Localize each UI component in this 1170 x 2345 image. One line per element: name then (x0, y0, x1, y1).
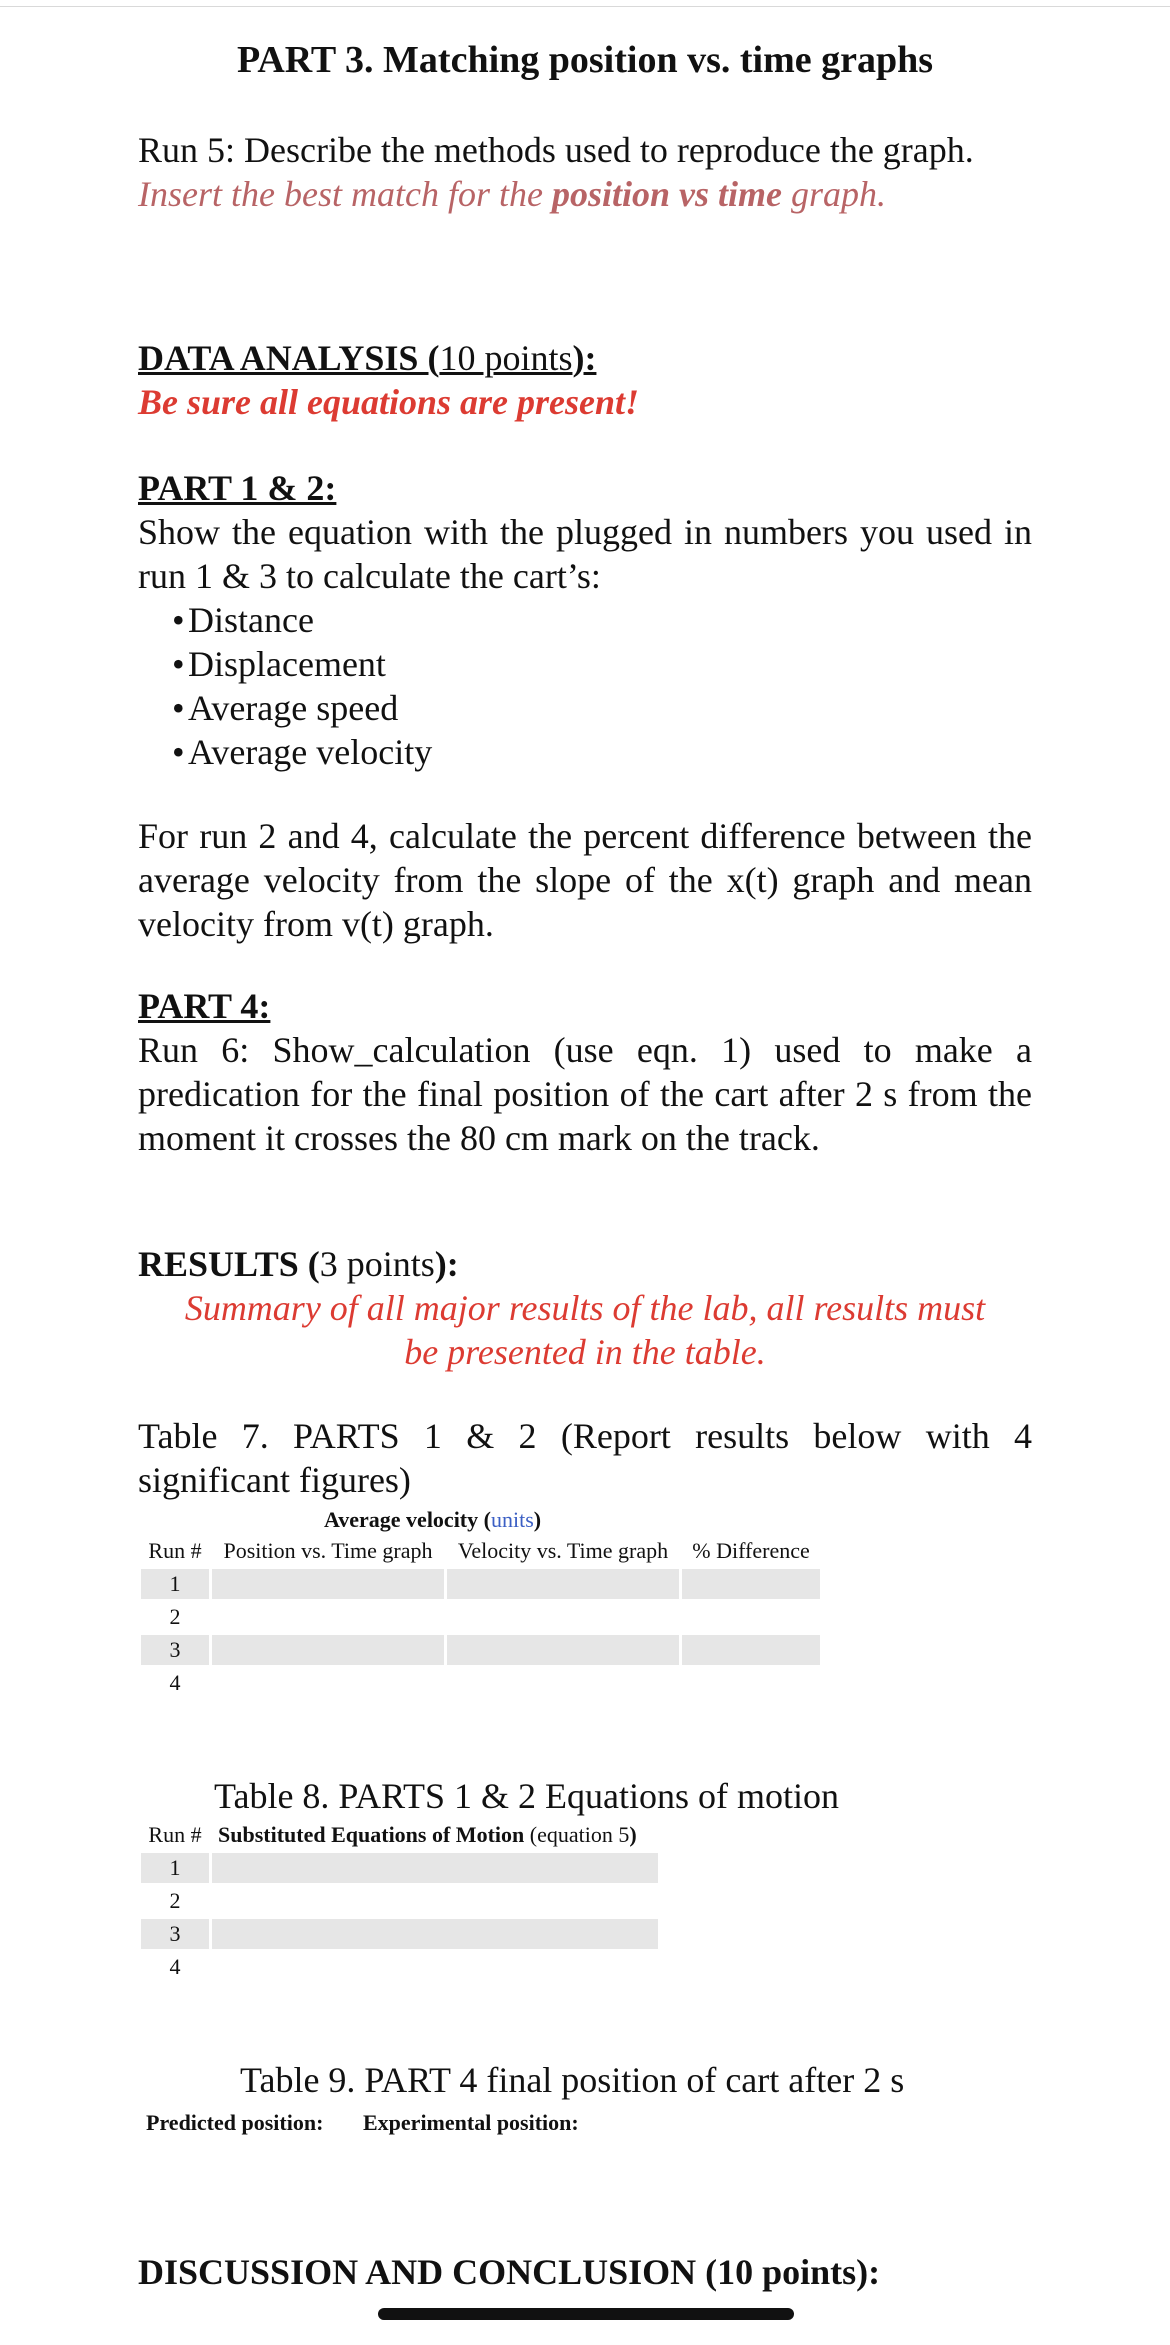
equation-ref: (equation 5 (524, 1822, 630, 1847)
table9-caption: Table 9. PART 4 final position of cart after 2 s (240, 2060, 905, 2100)
table-row (141, 1635, 820, 1665)
equations-label: Substituted Equations of Motion (218, 1822, 525, 1847)
bullet-displacement: •Displacement (172, 644, 386, 684)
col-velocity: Velocity vs. Time graph (457, 1538, 669, 1563)
part4-text: Run 6: Show_calculation (use eqn. 1) used to make a predication for the final position of the cart after 2 s from the moment it crosses the 80 cm mark on the track. (138, 1030, 1032, 1158)
col-position: Position vs. Time graph (223, 1538, 433, 1563)
table7-group-header (324, 1506, 541, 1534)
col-equations (212, 1820, 658, 1850)
equation-cell[interactable] (212, 1853, 658, 1883)
table7-header-row (141, 1536, 820, 1566)
table-row (141, 1919, 658, 1949)
run-number: 4 (169, 1670, 181, 1695)
bullet-text: Average speed (188, 688, 399, 728)
bullet-text: Distance (188, 600, 314, 640)
table-row (141, 1602, 820, 1632)
run-number: 2 (169, 1604, 181, 1629)
results-summary-line1: Summary of all major results of the lab, all results must (184, 1288, 986, 1328)
part4-heading: PART 4: (138, 986, 271, 1026)
results-summary-line2: be presented in the table. (404, 1332, 766, 1372)
part12-intro: Show the equation with the plugged in numbers you used in run 1 & 3 to calculate the cart’s: (138, 512, 1032, 596)
run5-instruction: Run 5: Describe the methods used to reproduce the graph. (138, 130, 974, 170)
position-cell[interactable] (212, 1602, 444, 1632)
table-row (141, 1952, 658, 1982)
results-close: ): (434, 1244, 459, 1284)
results-label: RESULTS ( (138, 1244, 320, 1284)
table-row (141, 1569, 820, 1599)
table-row (141, 1668, 820, 1698)
equations-warning: Be sure all equations are present! (138, 382, 640, 422)
home-indicator[interactable] (378, 2308, 794, 2320)
position-cell[interactable] (212, 1635, 444, 1665)
table8-caption: Table 8. PARTS 1 & 2 Equations of motion (214, 1776, 839, 1816)
position-cell[interactable] (212, 1668, 444, 1698)
discussion-heading: DISCUSSION AND CONCLUSION (10 points): (138, 2252, 881, 2292)
difference-cell[interactable] (682, 1635, 820, 1665)
results-points: 3 points (319, 1244, 435, 1284)
equation-cell[interactable] (212, 1919, 658, 1949)
bullet-distance: •Distance (172, 600, 314, 640)
equation-cell[interactable] (212, 1886, 658, 1916)
results-heading (138, 1242, 459, 1286)
table-row (141, 1853, 658, 1883)
run-number: 4 (169, 1954, 181, 1979)
table8-header-row (141, 1820, 658, 1850)
run-number: 3 (141, 1635, 209, 1665)
bullet-average-velocity: •Average velocity (172, 732, 433, 772)
difference-cell[interactable] (682, 1668, 820, 1698)
velocity-cell[interactable] (447, 1602, 679, 1632)
run-number: 1 (141, 1569, 209, 1599)
velocity-cell[interactable] (447, 1569, 679, 1599)
difference-cell[interactable] (682, 1602, 820, 1632)
run-number: 2 (169, 1888, 181, 1913)
experimental-position-label: Experimental position: (363, 2110, 579, 2135)
col-run: Run # (148, 1538, 202, 1563)
insert-post: graph. (781, 174, 886, 214)
data-analysis-points: 10 points (439, 338, 573, 378)
insert-bold: position vs time (551, 174, 782, 214)
velocity-cell[interactable] (447, 1635, 679, 1665)
predicted-position-label: Predicted position: (146, 2110, 324, 2135)
run-number: 3 (141, 1919, 209, 1949)
percent-difference-text: For run 2 and 4, calculate the percent difference between the average velocity from the slope of the x(t) graph and mean velocity from v(t) graph. (138, 816, 1032, 944)
bullet-average-speed: •Average speed (172, 688, 399, 728)
velocity-cell[interactable] (447, 1668, 679, 1698)
run-number: 1 (141, 1853, 209, 1883)
insert-instruction (138, 172, 1038, 216)
table-row (141, 1886, 658, 1916)
data-analysis-close: ): (572, 338, 597, 378)
data-analysis-heading (138, 336, 596, 380)
table8 (138, 1817, 661, 1985)
part3-title: PART 3. Matching position vs. time graphs (236, 39, 934, 81)
insert-pre: Insert the best match for the (138, 174, 552, 214)
col-difference: % Difference (692, 1538, 810, 1563)
table7 (138, 1533, 823, 1701)
group-header-text: Average velocity ( (324, 1507, 491, 1532)
top-divider (0, 6, 1170, 7)
difference-cell[interactable] (682, 1569, 820, 1599)
position-cell[interactable] (212, 1569, 444, 1599)
bullet-text: Average velocity (188, 732, 433, 772)
equation-cell[interactable] (212, 1952, 658, 1982)
group-header-close: ) (533, 1507, 542, 1532)
bullet-text: Displacement (188, 644, 386, 684)
units-label: units (490, 1507, 534, 1532)
col-run: Run # (148, 1822, 202, 1847)
equation-ref-close: ) (629, 1822, 637, 1847)
part12-heading: PART 1 & 2: (138, 468, 337, 508)
data-analysis-label: DATA ANALYSIS ( (138, 338, 440, 378)
table7-caption: Table 7. PARTS 1 & 2 (Report results below with 4 significant figures) (138, 1416, 1032, 1500)
